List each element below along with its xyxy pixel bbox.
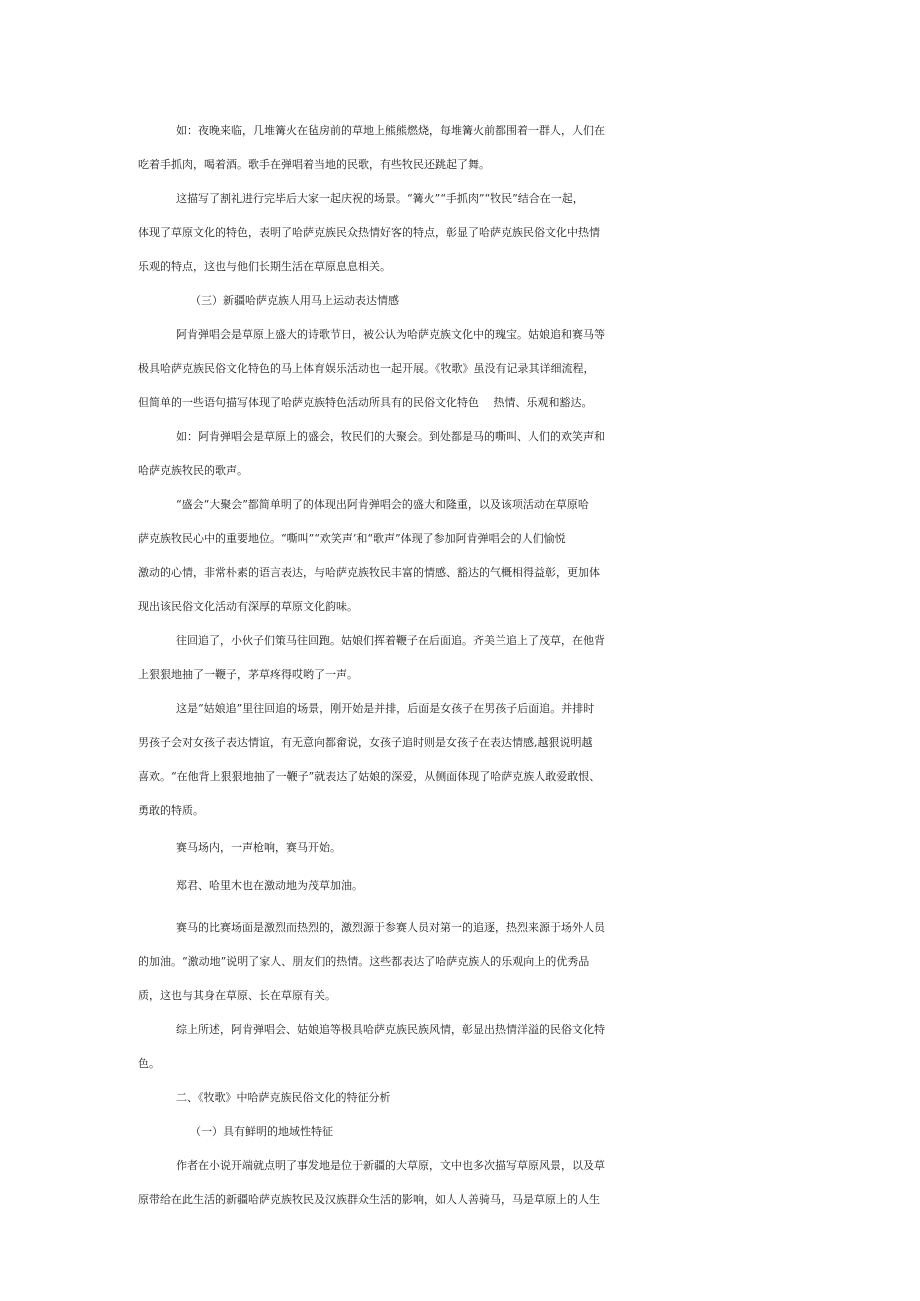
section-heading: 二、《牧歌》中哈萨克族民俗文化的特征分析 <box>176 1091 391 1104</box>
text-line: 阿肯弹唱会是草原上盛大的诗歌节日，被公认为哈萨克族文化中的瑰宝。姑娘追和赛马等 <box>176 328 605 341</box>
text-line: 男孩子会对女孩子表达情谊，有无意向都畲说，女孩子追时则是女孩子在表达情感,越狠说明越 <box>138 736 593 749</box>
text-line: 现出该民俗文化活动有深厚的草原文化韵味。 <box>138 600 358 613</box>
text-line: 乐观的特点，这也与他们长期生活在草原息息相关。 <box>138 260 391 273</box>
text-line: 极具哈萨克族民俗文化特色的马上体育娱乐活动也一起开展。《牧歌》虽没有记录其详细流程， <box>138 362 595 375</box>
section-heading: （三）新疆哈萨克族人用马上运动表达情感 <box>190 294 399 307</box>
text-line: 色。 <box>138 1057 160 1070</box>
text-line: 萨克族牧民心中的重要地位。“嘶叫”“欢笑声’和“歌声”体现了参加阿肯弹唱会的人们愉悦 <box>138 532 566 545</box>
text-line: 喜欢。“在他背上狠狠地抽了一鞭子”就表达了姑娘的深爱，从侧面体现了哈萨克族人敢爱敢恨、 <box>138 770 601 783</box>
text-line: 这描写了割礼进行完毕后大家一起庆祝的场景。“篝火”“手抓肉”“牧民”结合在一起， <box>176 192 584 205</box>
text-line: 哈萨克族牧民的歌声。 <box>138 464 248 477</box>
text-line: 赛马场内，一声枪响，赛马开始。 <box>176 841 341 854</box>
text-line: 如：阿肯弹唱会是草原上的盛会，牧民们的大聚会。到处都是马的嘶叫、人们的欢笑声和 <box>176 430 605 443</box>
text-line: 如：夜晚来临，几堆篝火在毡房前的草地上熊熊燃烧，每堆篝火前都围着一群人，人们在 <box>176 124 605 137</box>
subsection-heading: （一）具有鲜明的地域性特征 <box>190 1125 333 1138</box>
text-line: 的加油。“激动地”说明了家人、朋友们的热情。这些都表达了哈萨克族人的乐观向上的优秀品 <box>138 955 590 968</box>
text-line: 吃着手抓肉，喝着酒。歌手在弹唱着当地的民歌，有些牧民还跳起了舞。 <box>138 158 490 171</box>
text-line: 原带给在此生活的新疆哈萨克族牧民及汉族群众生活的影响，如人人善骑马，马是草原上的人生 <box>138 1193 600 1206</box>
text-line: 综上所述，阿肯弹唱会、姑娘追等极具哈萨克族民族风情，彰显出热情洋溢的民俗文化特 <box>176 1023 605 1036</box>
text-line: “盛会“大聚会”都简单明了的体现出阿肯弹唱会的盛大和隆重，以及该项活动在草原哈 <box>176 498 589 511</box>
text-line: 这是“姑娘追”里往回追的场景，刚开始是并排，后面是女孩子在男孩子后面追。并排时 <box>176 702 595 715</box>
text-line: 质，这也与其身在草原、长在草原有关。 <box>138 989 336 1002</box>
text-line: 郑君、哈里木也在激动地为茂草加油。 <box>176 879 363 892</box>
text-line: 激动的心情，非常朴素的语言表达，与哈萨克族牧民丰富的情感、豁达的气概相得益彰，更加体 <box>138 566 600 579</box>
text-line: 赛马的比赛场面是激烈而热烈的，激烈源于参赛人员对第一的追逐，热烈来源于场外人员 <box>176 921 605 934</box>
text-line: 但简单的一些语句描写体现了哈萨克族特色活动所具有的民俗文化特色 热情、乐观和豁达。 <box>138 396 593 409</box>
text-line: 体现了草原文化的特色，表明了哈萨克族民众热情好客的特点，彰显了哈萨克族民俗文化中热情 <box>138 226 600 239</box>
text-line: 作者在小说开端就点明了事发地是位于新疆的大草原，文中也多次描写草原风景，以及草 <box>176 1159 605 1172</box>
text-line: 往回追了，小伙子们策马往回跑。姑娘们挥着鞭子在后面追。齐美兰追上了茂草，在他背 <box>176 634 605 647</box>
text-line: 上狠狠地抽了一鞭子，茅草疼得哎哟了一声。 <box>138 668 358 681</box>
text-line: 勇敢的特质。 <box>138 804 204 817</box>
